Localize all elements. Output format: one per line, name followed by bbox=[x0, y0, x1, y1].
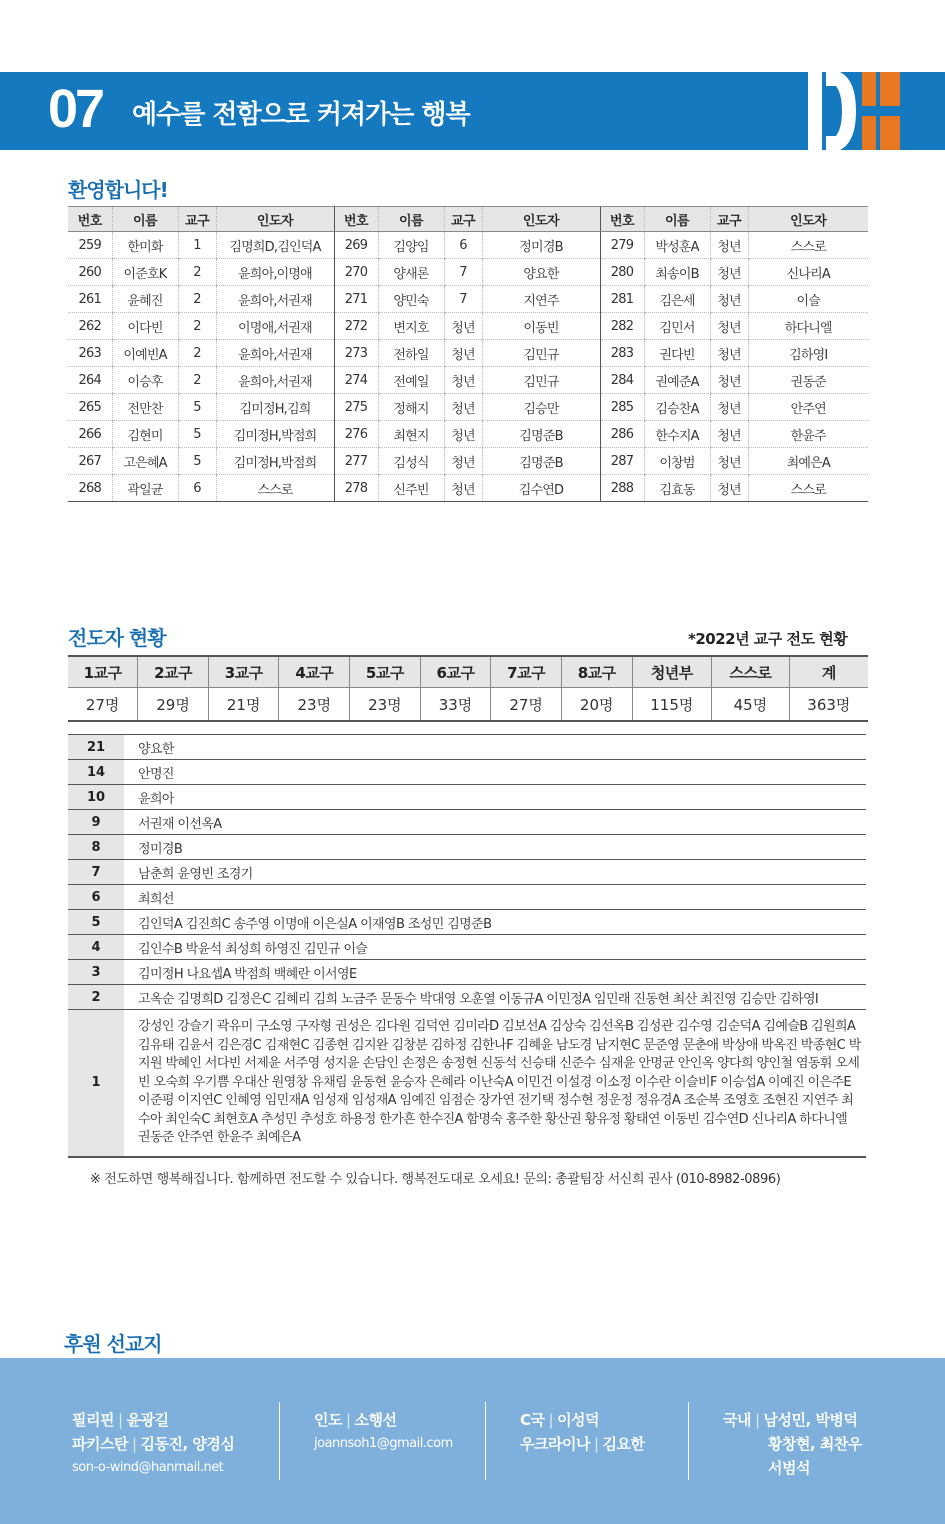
table-row bbox=[68, 960, 866, 985]
welcome-district: 청년 bbox=[444, 394, 482, 421]
rank-names: 김인수B 박윤석 최성희 하영진 김민규 이슬 bbox=[124, 935, 866, 960]
rank-count: 14 bbox=[68, 760, 124, 785]
missionary-name: 윤광길 bbox=[126, 1411, 169, 1429]
welcome-district: 7 bbox=[444, 286, 482, 313]
welcome-number: 275 bbox=[334, 394, 378, 421]
status-header: 2교구 bbox=[138, 656, 209, 688]
welcome-number: 283 bbox=[600, 340, 644, 367]
status-value: 363명 bbox=[789, 688, 868, 722]
welcome-district: 2 bbox=[178, 367, 216, 394]
welcome-guide: 김승만 bbox=[482, 394, 600, 421]
table-row bbox=[68, 910, 866, 935]
table-row bbox=[68, 735, 866, 760]
status-header: 4교구 bbox=[279, 656, 350, 688]
rank-names: 양요한 bbox=[124, 735, 866, 760]
welcome-col-header: 인도자 bbox=[482, 207, 600, 232]
welcome-district: 청년 bbox=[710, 313, 748, 340]
welcome-district: 청년 bbox=[710, 232, 748, 259]
welcome-name: 곽일균 bbox=[112, 475, 178, 502]
welcome-number: 263 bbox=[68, 340, 112, 367]
welcome-name: 김효동 bbox=[644, 475, 710, 502]
table-row bbox=[68, 232, 868, 259]
table-row bbox=[68, 835, 866, 860]
welcome-number: 274 bbox=[334, 367, 378, 394]
rank-names: 강성인 강슬기 곽유미 구소영 구자형 권성은 김다원 김덕연 김미라D 김보선A 김상숙 김선옥B 김성관 김수영 김순덕A 김예슬B 김원희A 김유태 김윤서 김은경C 김재현C 김종현 김지완 김창분 김하정 김한나F 김혜윤 남도경 남지현C 문준영 문춘애 박상애 박옥진 박종현C 박지원 박혜인 서다빈 서제윤 서주영 성지윤 손담인 손정은 송정현 신동석 신승태 신준수 심재윤 안명균 안인옥 양다희 양인철 염동휘 오세빈 오숙희 우기쁨 우대산 원영창 유채림 윤동현 윤승자 은혜라 이난숙A 이민건 이설경 이소정 이수란 이슬비F 이승섭A 이예진 이은주E 이준평 이지연C 인혜영 임민재A 임성재 임성재A 임예진 임점순 장가연 전기택 정수현 정운정 정유경A 조순복 조영호 조현진 지연주 최수아 최인숙C 최현호A 추성민 추성호 하용정 한가흔 한수진A 함명숙 홍주한 황산권 황유정 황태연 이동빈 김수연D 신나리A 하다니엘 권동준 안주연 한윤주 최예은A bbox=[124, 1010, 866, 1157]
rank-names: 최희선 bbox=[124, 885, 866, 910]
welcome-guide: 한윤주 bbox=[748, 421, 868, 448]
table-row bbox=[68, 760, 866, 785]
status-table bbox=[68, 655, 868, 722]
rank-names: 정미경B bbox=[124, 835, 866, 860]
mission-country: 필리핀 bbox=[72, 1411, 114, 1429]
welcome-number: 273 bbox=[334, 340, 378, 367]
evangelist-rank-table bbox=[68, 734, 866, 1158]
status-value: 27명 bbox=[491, 688, 562, 722]
welcome-col-header: 교구 bbox=[178, 207, 216, 232]
welcome-number: 259 bbox=[68, 232, 112, 259]
welcome-col-header: 이름 bbox=[644, 207, 710, 232]
welcome-district: 청년 bbox=[710, 394, 748, 421]
welcome-district: 2 bbox=[178, 259, 216, 286]
welcome-name: 전만찬 bbox=[112, 394, 178, 421]
welcome-col-header: 번호 bbox=[600, 207, 644, 232]
welcome-col-header: 교구 bbox=[710, 207, 748, 232]
welcome-district: 6 bbox=[178, 475, 216, 502]
welcome-district: 1 bbox=[178, 232, 216, 259]
welcome-name: 양새론 bbox=[378, 259, 444, 286]
welcome-name: 전하일 bbox=[378, 340, 444, 367]
welcome-guide: 스스로 bbox=[748, 475, 868, 502]
welcome-name: 이다빈 bbox=[112, 313, 178, 340]
welcome-col-header: 교구 bbox=[444, 207, 482, 232]
status-header: 7교구 bbox=[491, 656, 562, 688]
welcome-guide: 김명희D,김인덕A bbox=[216, 232, 334, 259]
welcome-number: 262 bbox=[68, 313, 112, 340]
mission-country: 우크라이나 bbox=[520, 1435, 590, 1453]
welcome-number: 269 bbox=[334, 232, 378, 259]
welcome-name: 이창범 bbox=[644, 448, 710, 475]
welcome-name: 최현지 bbox=[378, 421, 444, 448]
welcome-guide: 신나리A bbox=[748, 259, 868, 286]
mission-country: 인도 bbox=[314, 1411, 342, 1429]
welcome-table bbox=[68, 206, 868, 502]
rank-count: 2 bbox=[68, 985, 124, 1010]
welcome-name: 김민서 bbox=[644, 313, 710, 340]
table-row bbox=[68, 1010, 866, 1157]
welcome-number: 277 bbox=[334, 448, 378, 475]
status-value: 27명 bbox=[68, 688, 138, 722]
rank-count: 4 bbox=[68, 935, 124, 960]
missionary-name: 서범석 bbox=[768, 1459, 810, 1477]
table-row bbox=[68, 475, 868, 502]
status-header: 스스로 bbox=[712, 656, 790, 688]
table-row bbox=[68, 421, 868, 448]
welcome-col-header: 이름 bbox=[378, 207, 444, 232]
welcome-district: 청년 bbox=[444, 340, 482, 367]
status-header: 5교구 bbox=[350, 656, 421, 688]
welcome-guide: 윤희아,이명애 bbox=[216, 259, 334, 286]
welcome-title: 환영합니다! bbox=[68, 178, 168, 202]
welcome-number: 285 bbox=[600, 394, 644, 421]
table-row bbox=[68, 935, 866, 960]
welcome-guide: 김미정H,박점희 bbox=[216, 421, 334, 448]
welcome-name: 변지호 bbox=[378, 313, 444, 340]
rank-count: 1 bbox=[68, 1010, 124, 1157]
welcome-district: 5 bbox=[178, 394, 216, 421]
footer-divider bbox=[688, 1402, 689, 1480]
welcome-guide: 김미정H,박점희 bbox=[216, 448, 334, 475]
welcome-name: 김성식 bbox=[378, 448, 444, 475]
welcome-col-header: 인도자 bbox=[748, 207, 868, 232]
welcome-number: 279 bbox=[600, 232, 644, 259]
welcome-guide: 스스로 bbox=[748, 232, 868, 259]
rank-count: 21 bbox=[68, 735, 124, 760]
welcome-col-header: 번호 bbox=[334, 207, 378, 232]
table-row bbox=[68, 985, 866, 1010]
status-value: 21명 bbox=[208, 688, 279, 722]
welcome-number: 268 bbox=[68, 475, 112, 502]
status-value: 45명 bbox=[712, 688, 790, 722]
welcome-guide: 지연주 bbox=[482, 286, 600, 313]
missionary-name: 이성덕 bbox=[557, 1411, 600, 1429]
welcome-guide: 김명준B bbox=[482, 421, 600, 448]
mission-country: 파키스탄 bbox=[72, 1435, 128, 1453]
welcome-number: 287 bbox=[600, 448, 644, 475]
welcome-guide: 이슬 bbox=[748, 286, 868, 313]
mission-country: C국 bbox=[520, 1411, 545, 1429]
welcome-guide: 김민규 bbox=[482, 340, 600, 367]
status-value: 20명 bbox=[561, 688, 632, 722]
table-row bbox=[68, 286, 868, 313]
welcome-name: 정해지 bbox=[378, 394, 444, 421]
table-row bbox=[68, 885, 866, 910]
support-col-3: C국 | 이성덕 우크라이나 | 김요한 bbox=[520, 1411, 645, 1453]
welcome-col-header: 이름 bbox=[112, 207, 178, 232]
welcome-district: 청년 bbox=[710, 340, 748, 367]
welcome-guide: 윤희아,서권재 bbox=[216, 367, 334, 394]
status-value: 33명 bbox=[420, 688, 491, 722]
welcome-district: 2 bbox=[178, 340, 216, 367]
welcome-name: 권예준A bbox=[644, 367, 710, 394]
status-header: 3교구 bbox=[208, 656, 279, 688]
welcome-district: 청년 bbox=[444, 448, 482, 475]
welcome-guide: 김민규 bbox=[482, 367, 600, 394]
welcome-guide: 윤희아,서권재 bbox=[216, 340, 334, 367]
welcome-guide: 이명애,서권재 bbox=[216, 313, 334, 340]
welcome-number: 280 bbox=[600, 259, 644, 286]
welcome-district: 6 bbox=[444, 232, 482, 259]
welcome-number: 266 bbox=[68, 421, 112, 448]
rank-count: 9 bbox=[68, 810, 124, 835]
welcome-number: 264 bbox=[68, 367, 112, 394]
welcome-number: 260 bbox=[68, 259, 112, 286]
welcome-district: 청년 bbox=[444, 421, 482, 448]
welcome-name: 김현미 bbox=[112, 421, 178, 448]
rank-count: 6 bbox=[68, 885, 124, 910]
welcome-name: 윤혜진 bbox=[112, 286, 178, 313]
status-header: 청년부 bbox=[632, 656, 712, 688]
welcome-name: 박성훈A bbox=[644, 232, 710, 259]
welcome-district: 청년 bbox=[444, 475, 482, 502]
welcome-guide: 이동빈 bbox=[482, 313, 600, 340]
table-row bbox=[68, 340, 868, 367]
rank-names: 서권재 이선옥A bbox=[124, 810, 866, 835]
page-title: 예수를 전함으로 커져가는 행복 bbox=[132, 100, 470, 130]
status-header: 8교구 bbox=[561, 656, 632, 688]
welcome-name: 양민숙 bbox=[378, 286, 444, 313]
rank-names: 안명진 bbox=[124, 760, 866, 785]
missionary-name: 황창현, 최찬우 bbox=[768, 1435, 862, 1453]
welcome-district: 청년 bbox=[710, 286, 748, 313]
header-band bbox=[0, 72, 945, 150]
welcome-guide: 양요한 bbox=[482, 259, 600, 286]
welcome-name: 김승찬A bbox=[644, 394, 710, 421]
church-logo-icon bbox=[800, 72, 910, 150]
welcome-number: 288 bbox=[600, 475, 644, 502]
support-footer bbox=[0, 1358, 945, 1524]
rank-names: 윤희아 bbox=[124, 785, 866, 810]
welcome-guide: 김하영I bbox=[748, 340, 868, 367]
welcome-col-header: 인도자 bbox=[216, 207, 334, 232]
welcome-district: 5 bbox=[178, 421, 216, 448]
welcome-name: 전예일 bbox=[378, 367, 444, 394]
welcome-name: 한미화 bbox=[112, 232, 178, 259]
welcome-district: 2 bbox=[178, 286, 216, 313]
welcome-name: 최송이B bbox=[644, 259, 710, 286]
welcome-name: 김양임 bbox=[378, 232, 444, 259]
welcome-number: 265 bbox=[68, 394, 112, 421]
welcome-number: 276 bbox=[334, 421, 378, 448]
missionary-name: 남성민, 박병덕 bbox=[763, 1411, 858, 1429]
welcome-number: 278 bbox=[334, 475, 378, 502]
table-row bbox=[68, 860, 866, 885]
table-row bbox=[68, 313, 868, 340]
welcome-number: 270 bbox=[334, 259, 378, 286]
welcome-district: 청년 bbox=[444, 367, 482, 394]
rank-names: 김미정H 나요셉A 박점희 백혜란 이서영E bbox=[124, 960, 866, 985]
mission-country: 국내 bbox=[723, 1411, 751, 1429]
footer-divider bbox=[279, 1402, 280, 1480]
support-title: 후원 선교지 bbox=[64, 1332, 162, 1356]
welcome-name: 이준호K bbox=[112, 259, 178, 286]
status-header: 1교구 bbox=[68, 656, 138, 688]
rank-names: 남춘희 윤영빈 조경기 bbox=[124, 860, 866, 885]
missionary-name: 소행선 bbox=[354, 1411, 397, 1429]
welcome-number: 281 bbox=[600, 286, 644, 313]
welcome-name: 권다빈 bbox=[644, 340, 710, 367]
table-row bbox=[68, 259, 868, 286]
status-value: 23명 bbox=[279, 688, 350, 722]
status-header: 6교구 bbox=[420, 656, 491, 688]
status-value: 115명 bbox=[632, 688, 712, 722]
welcome-number: 271 bbox=[334, 286, 378, 313]
table-row bbox=[68, 810, 866, 835]
welcome-district: 5 bbox=[178, 448, 216, 475]
contact-footnote: ※ 전도하면 행복해집니다. 함께하면 전도할 수 있습니다. 행복전도대로 오세요! 문의: 총괄팀장 서신희 권사 (010-8982-0896) bbox=[90, 1172, 781, 1187]
welcome-district: 2 bbox=[178, 313, 216, 340]
welcome-number: 286 bbox=[600, 421, 644, 448]
support-col-2: 인도 | 소행선 joannsoh1@gmail.com bbox=[314, 1408, 453, 1456]
support-col-1: 필리핀 | 윤광길 파키스탄 | 김동진, 양경심 son-o-wind@hanmail.net bbox=[72, 1408, 234, 1480]
welcome-guide: 권동준 bbox=[748, 367, 868, 394]
welcome-name: 김은세 bbox=[644, 286, 710, 313]
rank-count: 7 bbox=[68, 860, 124, 885]
status-header: 계 bbox=[789, 656, 868, 688]
welcome-guide: 안주연 bbox=[748, 394, 868, 421]
table-row bbox=[68, 367, 868, 394]
welcome-guide: 스스로 bbox=[216, 475, 334, 502]
table-row bbox=[68, 448, 868, 475]
welcome-district: 청년 bbox=[710, 448, 748, 475]
welcome-number: 284 bbox=[600, 367, 644, 394]
footer-divider bbox=[485, 1402, 486, 1480]
welcome-guide: 김명준B bbox=[482, 448, 600, 475]
rank-names: 고옥순 김명희D 김정은C 김혜리 김희 노금주 문동수 박대영 오훈열 이동규A 이민정A 임민래 진동현 최산 최진영 김승만 김하영I bbox=[124, 985, 866, 1010]
welcome-name: 한수지A bbox=[644, 421, 710, 448]
welcome-number: 267 bbox=[68, 448, 112, 475]
status-value: 29명 bbox=[138, 688, 209, 722]
rank-count: 10 bbox=[68, 785, 124, 810]
welcome-guide: 윤희아,서권재 bbox=[216, 286, 334, 313]
rank-count: 5 bbox=[68, 910, 124, 935]
status-note: *2022년 교구 전도 현황 bbox=[688, 630, 848, 648]
welcome-district: 7 bbox=[444, 259, 482, 286]
table-row bbox=[68, 394, 868, 421]
support-col-4: 국내 | 남성민, 박병덕 황창현, 최찬우 서범석 bbox=[723, 1408, 862, 1480]
rank-count: 8 bbox=[68, 835, 124, 860]
rank-names: 김인덕A 김진희C 송주영 이명애 이은실A 이재영B 조성민 김명준B bbox=[124, 910, 866, 935]
missionary-name: 김동진, 양경심 bbox=[140, 1435, 235, 1453]
welcome-name: 이승후 bbox=[112, 367, 178, 394]
welcome-name: 고은혜A bbox=[112, 448, 178, 475]
welcome-district: 청년 bbox=[710, 259, 748, 286]
welcome-name: 신주빈 bbox=[378, 475, 444, 502]
welcome-guide: 최예은A bbox=[748, 448, 868, 475]
page-number: 07 bbox=[48, 79, 103, 139]
welcome-guide: 하다니엘 bbox=[748, 313, 868, 340]
welcome-district: 청년 bbox=[710, 367, 748, 394]
welcome-col-header: 번호 bbox=[68, 207, 112, 232]
welcome-number: 261 bbox=[68, 286, 112, 313]
status-value: 23명 bbox=[350, 688, 421, 722]
welcome-district: 청년 bbox=[710, 421, 748, 448]
welcome-number: 282 bbox=[600, 313, 644, 340]
welcome-guide: 정미경B bbox=[482, 232, 600, 259]
missionary-email: joannsoh1@gmail.com bbox=[314, 1436, 453, 1451]
welcome-district: 청년 bbox=[444, 313, 482, 340]
welcome-number: 272 bbox=[334, 313, 378, 340]
welcome-name: 이예빈A bbox=[112, 340, 178, 367]
rank-count: 3 bbox=[68, 960, 124, 985]
welcome-district: 청년 bbox=[710, 475, 748, 502]
missionary-name: 김요한 bbox=[602, 1435, 645, 1453]
welcome-guide: 김미정H,김희 bbox=[216, 394, 334, 421]
missionary-email: son-o-wind@hanmail.net bbox=[72, 1460, 224, 1475]
status-title: 전도자 현황 bbox=[68, 626, 166, 650]
welcome-guide: 김수연D bbox=[482, 475, 600, 502]
table-row bbox=[68, 785, 866, 810]
